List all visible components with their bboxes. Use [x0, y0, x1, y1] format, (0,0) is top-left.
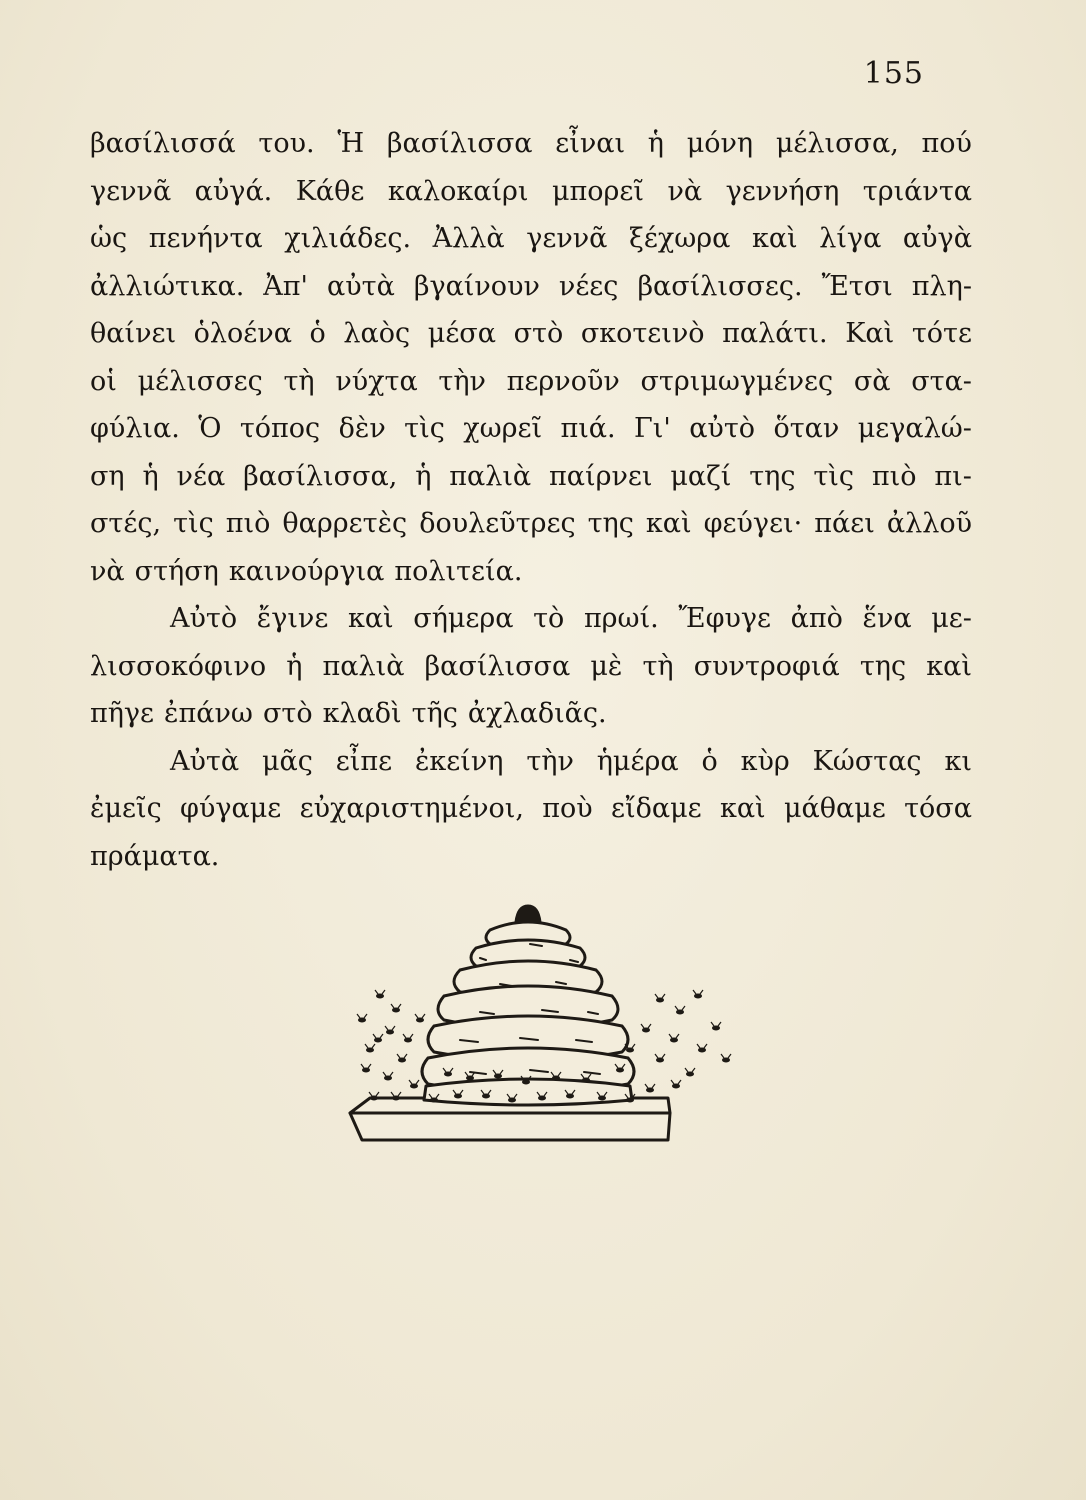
- word: νὰ: [90, 555, 125, 587]
- word: παλιὰ: [322, 650, 405, 682]
- word: λαὸς: [343, 318, 411, 349]
- word: πρωί.: [583, 603, 659, 634]
- bee-icon: [392, 1008, 400, 1013]
- word: λισσοκόφινο: [90, 650, 267, 682]
- bee-icon: [386, 1030, 394, 1035]
- bee-icon: [712, 1026, 720, 1031]
- word: ἀλλοῦ: [886, 508, 972, 539]
- word: νέες: [558, 270, 619, 302]
- word: τὴ: [642, 650, 674, 682]
- word: σήμερα: [413, 603, 514, 634]
- word: θαίνει: [90, 318, 177, 349]
- word: σκοτεινὸ: [580, 318, 705, 349]
- word: μέσα: [427, 318, 496, 349]
- word: στὸ: [513, 318, 564, 349]
- text-line: [90, 548, 972, 596]
- word: παίρνει: [549, 460, 653, 492]
- word: ξέχωρα: [629, 223, 731, 254]
- body-text: [90, 120, 972, 880]
- word: Ἔφυγε: [678, 603, 772, 634]
- bee-icon: [404, 1038, 412, 1043]
- bee-wing: [365, 1044, 375, 1048]
- word: παλάτι.: [722, 318, 828, 349]
- word: τὶς: [173, 508, 214, 539]
- bee-icon: [626, 1098, 634, 1103]
- text-line: [90, 738, 972, 786]
- word: πιά.: [560, 413, 616, 444]
- word: αὐτὰ: [326, 270, 395, 302]
- word: αὐγὰ: [902, 223, 972, 254]
- bee-icon: [698, 1048, 706, 1053]
- text-line: [90, 595, 972, 643]
- word: σὰ: [853, 365, 891, 397]
- word: φεύγει·: [703, 508, 803, 539]
- word: στήση: [134, 555, 219, 587]
- word: πιὸ: [871, 460, 917, 492]
- bee-icon: [626, 1048, 634, 1053]
- word: πράματα.: [90, 840, 220, 872]
- bee-wing: [391, 1004, 401, 1008]
- word: Κώστας: [812, 745, 922, 777]
- bee-wing: [721, 1054, 731, 1058]
- word: βασίλισσα,: [243, 460, 398, 492]
- word: γεννᾶ: [526, 223, 608, 254]
- bee-icon: [582, 1078, 590, 1083]
- word: στές,: [90, 508, 162, 539]
- word: ποὺ: [542, 793, 593, 824]
- word: μέλισσες: [137, 365, 263, 397]
- word: φύλια.: [90, 413, 180, 444]
- bee-icon: [376, 994, 384, 999]
- word: ἐπάνω: [164, 698, 253, 729]
- word: πλη-: [911, 270, 972, 302]
- word: καὶ: [645, 508, 692, 539]
- word: Αὐτὰ: [170, 745, 240, 777]
- word: γεννήση: [725, 175, 840, 207]
- bee-wing: [403, 1034, 413, 1038]
- bee-icon: [358, 1018, 366, 1023]
- word: εὐχαριστημένοι,: [299, 793, 524, 824]
- word: πού: [921, 128, 972, 159]
- bee-icon: [642, 1028, 650, 1033]
- word: Ἔτσι: [821, 270, 893, 302]
- text-line: [90, 310, 972, 358]
- text-line: [90, 120, 972, 168]
- word: τὴν: [526, 745, 574, 777]
- word: στριμωγμένες: [640, 365, 834, 397]
- word: βασίλισσα: [424, 650, 571, 682]
- bee-icon: [374, 1038, 382, 1043]
- word: τόπος: [239, 413, 321, 444]
- bee-wing: [409, 1080, 419, 1084]
- word: μόνη: [686, 128, 754, 159]
- bee-icon: [670, 1038, 678, 1043]
- word: τὶς: [404, 413, 445, 444]
- word: εἶναι: [555, 128, 626, 159]
- beehive-with-bees-icon: [330, 900, 750, 1240]
- bee-icon: [508, 1098, 516, 1103]
- word: τὸ: [533, 603, 565, 634]
- bee-icon: [482, 1094, 490, 1099]
- word: Ἀπ': [263, 270, 308, 302]
- bee-icon: [566, 1094, 574, 1099]
- word: του.: [258, 128, 315, 159]
- bee-icon: [694, 994, 702, 999]
- bee-wing: [685, 1068, 695, 1072]
- bee-wing: [397, 1054, 407, 1058]
- text-line: [90, 405, 972, 453]
- bee-wing: [641, 1024, 651, 1028]
- word: μὲ: [590, 650, 623, 682]
- text-line: [90, 833, 972, 881]
- word: πιὸ: [225, 508, 271, 539]
- text-line: [90, 500, 972, 548]
- word: γεννᾶ: [90, 175, 172, 207]
- text-line: [90, 453, 972, 501]
- word: στα-: [911, 365, 972, 397]
- word: ἔγινε: [256, 603, 329, 634]
- word: με-: [931, 603, 972, 634]
- word: της: [749, 460, 796, 492]
- bee-icon: [384, 1076, 392, 1081]
- word: συντροφιά: [693, 650, 840, 682]
- word: βγαίνουν: [413, 270, 540, 302]
- bee-wing: [415, 1014, 425, 1018]
- word: πολιτεία.: [394, 555, 523, 587]
- word: Ὁ: [198, 413, 222, 444]
- word: ὅταν: [773, 413, 840, 444]
- word: νὰ: [667, 175, 703, 207]
- bee-icon: [466, 1076, 474, 1081]
- word: βασίλισσά: [90, 128, 236, 159]
- word: ἀχλαδιᾶς.: [467, 698, 607, 729]
- bee-icon: [672, 1084, 680, 1089]
- bee-icon: [454, 1094, 462, 1099]
- word: δὲν: [338, 413, 386, 444]
- bee-wing: [369, 1092, 379, 1096]
- word: Καὶ: [845, 318, 895, 349]
- bee-icon: [722, 1058, 730, 1063]
- word: ὁ: [309, 318, 326, 349]
- bee-wing: [697, 1044, 707, 1048]
- word: ὁ: [701, 745, 718, 777]
- bee-icon: [444, 1072, 452, 1077]
- word: ὡς: [90, 223, 128, 254]
- word: λίγα: [819, 223, 882, 254]
- text-line: [90, 263, 972, 311]
- word: ἡμέρα: [596, 745, 679, 777]
- word: ἐκείνη: [414, 745, 504, 777]
- word: κὺρ: [740, 745, 790, 777]
- word: φύγαμε: [180, 793, 282, 824]
- bee-icon: [616, 1068, 624, 1073]
- word: Ἡ: [337, 128, 365, 159]
- word: τὴ: [283, 365, 315, 397]
- word: μάθαμε: [783, 793, 886, 824]
- word: πι-: [934, 460, 972, 492]
- word: τότε: [911, 318, 972, 349]
- word: καινούργια: [228, 555, 385, 587]
- word: μᾶς: [261, 745, 313, 777]
- bee-wing: [373, 1034, 383, 1038]
- word: τριάντα: [862, 175, 972, 207]
- bee-wing: [357, 1014, 367, 1018]
- word: νέα: [176, 460, 226, 492]
- bee-icon: [392, 1096, 400, 1101]
- word: στὸ: [262, 698, 313, 729]
- word: πῆγε: [90, 698, 155, 729]
- bee-icon: [410, 1084, 418, 1089]
- bee-icon: [656, 998, 664, 1003]
- text-line: [90, 358, 972, 406]
- bee-icon: [676, 1010, 684, 1015]
- bee-wing: [711, 1022, 721, 1026]
- word: καὶ: [751, 223, 798, 254]
- word: μέλισσα,: [775, 128, 899, 159]
- bee-wing: [383, 1072, 393, 1076]
- word: ἡ: [286, 650, 303, 682]
- word: περνοῦν: [506, 365, 620, 397]
- text-line: [90, 785, 972, 833]
- bee-icon: [598, 1096, 606, 1101]
- bee-wing: [645, 1084, 655, 1088]
- word: Γι': [634, 413, 671, 444]
- bee-icon: [522, 1080, 530, 1085]
- word: ἡ: [415, 460, 432, 492]
- word: πενήντα: [148, 223, 263, 254]
- word: νύχτα: [335, 365, 418, 397]
- bee-icon: [646, 1088, 654, 1093]
- word: κι: [944, 745, 972, 777]
- word: ὁλοένα: [193, 318, 292, 349]
- word: αὐγά.: [194, 175, 273, 207]
- word: εἶπε: [335, 745, 393, 777]
- word: καὶ: [347, 603, 394, 634]
- bee-icon: [398, 1058, 406, 1063]
- word: ἀπὸ: [790, 603, 843, 634]
- bee-icon: [656, 1058, 664, 1063]
- word: καλοκαίρι: [387, 175, 529, 207]
- bee-icon: [370, 1096, 378, 1101]
- word: Αὐτὸ: [170, 603, 238, 634]
- bee-wing: [669, 1034, 679, 1038]
- word: της: [859, 650, 907, 682]
- bee-icon: [538, 1096, 546, 1101]
- word: πάει: [814, 508, 875, 539]
- word: ἡ: [647, 128, 664, 159]
- bee-wing: [655, 994, 665, 998]
- bee-icon: [366, 1048, 374, 1053]
- word: καὶ: [719, 793, 766, 824]
- bee-wing: [655, 1054, 665, 1058]
- word: τὴν: [438, 365, 486, 397]
- word: χιλιάδες.: [284, 223, 412, 254]
- word: ἀλλιώτικα.: [90, 270, 245, 302]
- word: εἴδαμε: [611, 793, 702, 824]
- word: καὶ: [926, 650, 972, 682]
- word: Ἀλλὰ: [432, 223, 505, 254]
- word: της: [587, 508, 634, 539]
- word: ἡ: [142, 460, 159, 492]
- word: αὐτὸ: [689, 413, 756, 444]
- word: βασίλισσες.: [637, 270, 803, 302]
- bee-wing: [693, 990, 703, 994]
- word: μαζί: [670, 460, 732, 492]
- bee-icon: [362, 1068, 370, 1073]
- text-line: [90, 215, 972, 263]
- word: βασίλισσα: [386, 128, 533, 159]
- word: θαρρετὲς: [282, 508, 408, 539]
- bee-icon: [686, 1072, 694, 1077]
- word: παλιὰ: [449, 460, 532, 492]
- bee-wing: [385, 1026, 395, 1030]
- word: μπορεῖ: [551, 175, 644, 207]
- word: ση: [90, 460, 125, 492]
- bee-icon: [552, 1076, 560, 1081]
- bee-wing: [671, 1080, 681, 1084]
- text-line: [90, 168, 972, 216]
- bee-icon: [494, 1074, 502, 1079]
- word: οἱ: [90, 365, 117, 397]
- bee-wing: [375, 990, 385, 994]
- word: Κάθε: [295, 175, 365, 207]
- bee-icon: [430, 1098, 438, 1103]
- page-number: 155: [863, 56, 924, 91]
- word: τῆς: [411, 698, 458, 729]
- word: ἕνα: [862, 603, 912, 634]
- bee-wing: [675, 1006, 685, 1010]
- word: κλαδὶ: [322, 698, 402, 729]
- text-line: [90, 643, 972, 691]
- bee-wing: [391, 1092, 401, 1096]
- word: χωρεῖ: [463, 413, 543, 444]
- bee-wing: [361, 1064, 371, 1068]
- word: τόσα: [904, 793, 972, 824]
- word: μεγαλώ-: [857, 413, 972, 444]
- word: ἐμεῖς: [90, 793, 162, 824]
- text-line: [90, 690, 972, 738]
- word: δουλεῦτρες: [419, 508, 576, 539]
- bee-icon: [416, 1018, 424, 1023]
- word: τὶς: [813, 460, 855, 492]
